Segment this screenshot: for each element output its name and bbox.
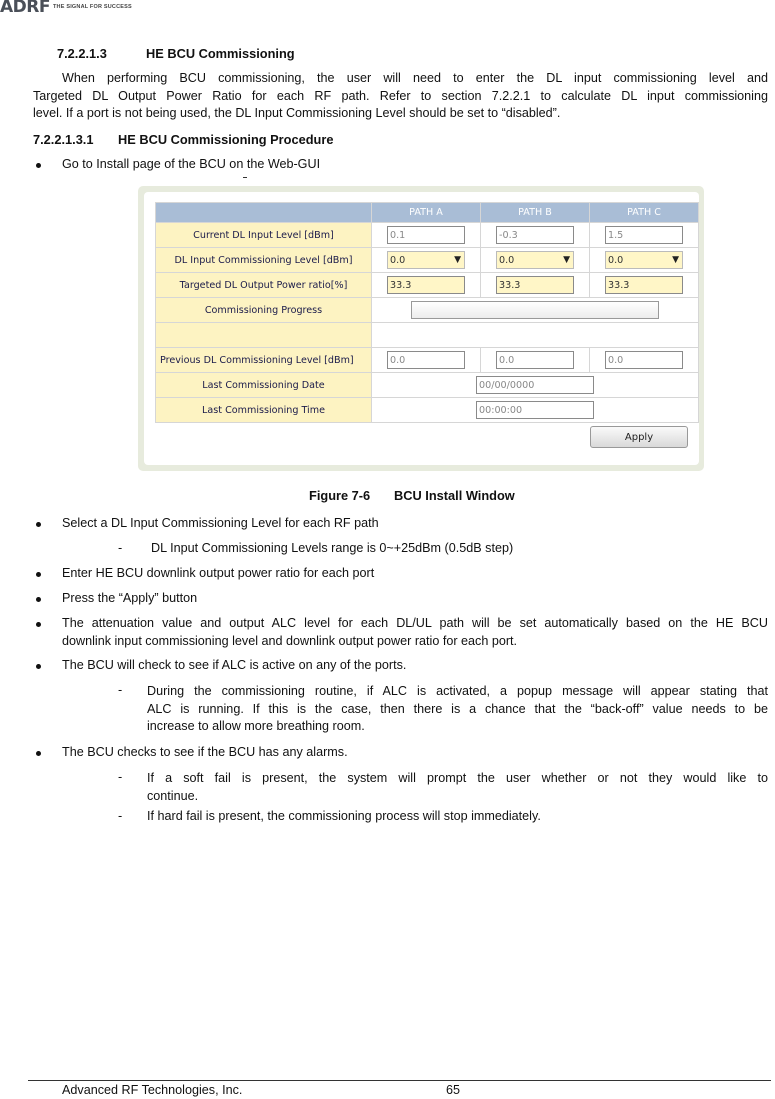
current-dl-b-field[interactable]: -0.3: [496, 226, 574, 244]
previous-dl-b-field[interactable]: 0.0: [496, 351, 574, 369]
footer-company: Advanced RF Technologies, Inc.: [62, 1083, 243, 1097]
chevron-down-icon[interactable]: ▼: [563, 255, 570, 265]
step-open-gui: Go to Install page of the BCU on the Web-GUI: [62, 157, 321, 171]
previous-dl-c-field[interactable]: 0.0: [605, 351, 683, 369]
chevron-down-icon[interactable]: ▼: [672, 255, 679, 265]
section-number: 7.2.2.1.3: [57, 46, 107, 61]
table-row: [156, 248, 699, 273]
stray-mark: [243, 177, 247, 178]
dash-marker: -: [118, 683, 123, 697]
dash-marker: -: [118, 541, 123, 555]
dl-commission-a-select[interactable]: [387, 251, 465, 269]
intro-line-1: When performing BCU commissioning, the user will need to enter the DL input commissioning level and: [62, 71, 768, 85]
last-time-field[interactable]: 00:00:00: [476, 401, 594, 419]
table-row: [156, 373, 699, 398]
intro-line-3: level. If a port is not being used, the DL Input Commissioning Level should be set to “disabled”.: [33, 106, 561, 120]
header-path-b: PATH B: [481, 203, 590, 223]
dl-commission-c-value: 0.0: [608, 255, 624, 266]
dl-commission-a-value: 0.0: [390, 255, 406, 266]
header-blank: [156, 203, 372, 223]
step-alarm-check: The BCU checks to see if the BCU has any alarms.: [62, 745, 348, 759]
intro-line-2: Targeted DL Output Power Ratio for each RF path. Refer to section 7.2.2.1 to calculate DL input commissioning: [33, 89, 768, 103]
company-logo: [0, 0, 140, 18]
apply-button[interactable]: Apply: [590, 426, 688, 448]
last-time-label: Last Commissioning Time: [156, 398, 372, 423]
header-path-c: PATH C: [590, 203, 699, 223]
figure-title: BCU Install Window: [394, 488, 515, 503]
bullet-dot: [36, 572, 41, 577]
commissioning-progress-bar: [411, 301, 659, 319]
hard-fail-note: If hard fail is present, the commissioning process will stop immediately.: [147, 809, 541, 823]
bullet-dot: [36, 522, 41, 527]
dl-commission-c-select[interactable]: [605, 251, 683, 269]
table-row: [156, 398, 699, 423]
step-alc-check: The BCU will check to see if ALC is active on any of the ports.: [62, 658, 407, 672]
logo-brand: ADRF: [0, 0, 50, 17]
figure-number: Figure 7-6: [309, 488, 371, 503]
previous-dl-label: Previous DL Commissioning Level [dBm]: [156, 348, 372, 373]
target-ratio-b-field[interactable]: 33.3: [496, 276, 574, 294]
table-row-spacer: [156, 323, 699, 348]
alc-note-line-1: During the commissioning routine, if ALC is activated, a popup message will appear stating that: [147, 684, 768, 698]
step-enter-ratio: Enter HE BCU downlink output power ratio for each port: [62, 566, 375, 580]
bullet-dot: [36, 664, 41, 669]
last-date-field[interactable]: 00/00/0000: [476, 376, 594, 394]
soft-fail-line-1: If a soft fail is present, the system will prompt the user whether or not they would like to: [147, 771, 768, 785]
current-dl-c-field[interactable]: 1.5: [605, 226, 683, 244]
current-dl-label: Current DL Input Level [dBm]: [156, 223, 372, 248]
table-row: [156, 273, 699, 298]
dash-marker: -: [118, 809, 123, 823]
previous-dl-a-field[interactable]: 0.0: [387, 351, 465, 369]
bullet-dot: [36, 622, 41, 627]
dl-commission-b-value: 0.0: [499, 255, 515, 266]
bullet-dot: [36, 163, 41, 168]
subsection-title: HE BCU Commissioning Procedure: [118, 132, 334, 147]
step-select-level: Select a DL Input Commissioning Level for each RF path: [62, 516, 379, 530]
dl-commission-b-select[interactable]: [496, 251, 574, 269]
last-date-label: Last Commissioning Date: [156, 373, 372, 398]
bullet-dot: [36, 597, 41, 602]
header-path-a: PATH A: [372, 203, 481, 223]
table-row: [156, 348, 699, 373]
target-ratio-a-field[interactable]: 33.3: [387, 276, 465, 294]
bullet-dot: [36, 751, 41, 756]
progress-label: Commissioning Progress: [156, 298, 372, 323]
table-header-row: [156, 203, 699, 223]
subsection-number: 7.2.2.1.3.1: [33, 132, 94, 147]
dl-commission-label: DL Input Commissioning Level [dBm]: [156, 248, 372, 273]
commissioning-table: [155, 202, 699, 423]
chevron-down-icon[interactable]: ▼: [454, 255, 461, 265]
alc-note-line-2: ALC is running. If this is the case, then there is a chance that the “back-off” value needs to be: [147, 702, 768, 716]
dash-marker: -: [118, 770, 123, 784]
footer-rule: [28, 1080, 771, 1081]
alc-note-line-3: increase to allow more breathing room.: [147, 719, 365, 733]
step-attenuation-line-2: downlink input commissioning level and downlink output power ratio for each port.: [62, 634, 518, 648]
table-row: [156, 223, 699, 248]
logo-tagline: THE SIGNAL FOR SUCCESS: [53, 4, 132, 10]
table-row: [156, 298, 699, 323]
page-number: 65: [446, 1083, 461, 1097]
target-ratio-c-field[interactable]: 33.3: [605, 276, 683, 294]
current-dl-a-field[interactable]: 0.1: [387, 226, 465, 244]
step-press-apply: Press the “Apply” button: [62, 591, 198, 605]
soft-fail-line-2: continue.: [147, 789, 199, 803]
section-title: HE BCU Commissioning: [146, 46, 295, 61]
step-range-note: DL Input Commissioning Levels range is 0~+25dBm (0.5dB step): [151, 541, 514, 555]
target-ratio-label: Targeted DL Output Power ratio[%]: [156, 273, 372, 298]
step-attenuation-line-1: The attenuation value and output ALC level for each DL/UL path will be set automatically based on the HE BCU: [62, 616, 768, 630]
